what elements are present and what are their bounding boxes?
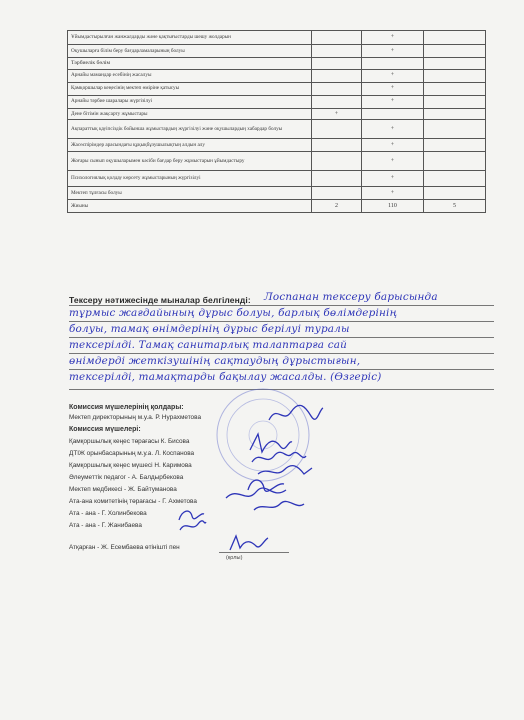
score-cell: [424, 69, 486, 82]
score-cell: +: [362, 45, 424, 58]
criteria-cell: Ұйымдастырылған жанжалдарды және қақтығыстарды шешу жолдарын: [68, 31, 312, 45]
score-cell: [312, 58, 362, 70]
underline: [69, 305, 494, 306]
member-line: Ата - ана - Г. Холинбекова: [69, 510, 147, 517]
score-cell: [362, 108, 424, 120]
score-cell: [312, 139, 362, 152]
evaluation-table: [67, 30, 486, 213]
score-cell: 5: [424, 200, 486, 213]
table-row: [68, 139, 486, 152]
score-cell: [424, 171, 486, 187]
table-row: [68, 108, 486, 120]
score-cell: [312, 152, 362, 171]
criteria-cell: Арнайы мамандар есебінің жасалуы: [68, 69, 312, 82]
score-cell: [312, 187, 362, 200]
table-row: [68, 69, 486, 82]
compiler-line: Атқарған - Ж. Есембаева өтінішті пен: [69, 544, 180, 551]
criteria-cell: Жиыны: [68, 200, 312, 213]
table-row: [68, 152, 486, 171]
score-cell: 2: [312, 200, 362, 213]
signature-scribble: [265, 402, 325, 426]
score-cell: [424, 58, 486, 70]
score-cell: [424, 82, 486, 95]
member-line: ДТІЖ орынбасарының м.у.а. Л. Коспанова: [69, 450, 195, 457]
underline: [69, 337, 494, 338]
criteria-cell: Оқушыларға білім беру бағдарламаларының болуы: [68, 45, 312, 58]
score-cell: [312, 45, 362, 58]
score-cell: [424, 187, 486, 200]
table-row: [68, 31, 486, 45]
score-cell: [312, 95, 362, 108]
table-row: [68, 45, 486, 58]
score-cell: [312, 82, 362, 95]
check-title: Тексеру нәтижесінде мыналар белгіленді:: [69, 295, 251, 305]
member-line: Мектеп медбикесі - Ж. Байтуманова: [69, 486, 177, 493]
score-cell: +: [362, 120, 424, 139]
table-row: [68, 82, 486, 95]
score-cell: +: [362, 152, 424, 171]
criteria-cell: Психологиялық қолдау көрсету жұмыстарының жүргізілуі: [68, 171, 312, 187]
criteria-cell: Мектеп тұлғасы болуы: [68, 187, 312, 200]
table-row: [68, 187, 486, 200]
handwritten-line: болуы, тамақ өнімдерінің дұрыс берілуі туралы: [69, 323, 350, 335]
score-cell: +: [362, 82, 424, 95]
member-line: Әлеуметтік педагог - А. Балдырбекова: [69, 474, 184, 481]
member-line: Ата-ана комитетінің төрағасы - Г. Ахметова: [69, 498, 197, 505]
handwritten-line: тексерілді. Тамақ санитарлық талаптарға сай: [69, 339, 348, 351]
score-cell: [424, 108, 486, 120]
criteria-cell: Ақпараттық қауіпсіздік бойынша жұмыстардың жүргізілуі және оқушылардың хабардар болуы: [68, 120, 312, 139]
score-cell: [312, 171, 362, 187]
handwritten-line: Лоспанан тексеру барысында: [264, 291, 438, 303]
score-cell: 110: [362, 200, 424, 213]
score-cell: [424, 120, 486, 139]
handwritten-line: тексерілді, тамақтарды бақылау жасалды. (Өзгеріс): [69, 371, 382, 383]
member-line: Қамқоршылық кеңес төрағасы К. Бисова: [69, 438, 190, 445]
member-line: Қамқоршылық кеңес мүшесі Н. Каримова: [69, 462, 192, 469]
score-cell: +: [362, 31, 424, 45]
criteria-cell: Арнайы тәрбие шаралары жүргізілуі: [68, 95, 312, 108]
score-cell: [312, 120, 362, 139]
score-cell: [424, 31, 486, 45]
table-row: [68, 200, 486, 213]
handwritten-line: тұрмыс жағдайының дұрыс болуы, барлық бөлімдерінің: [69, 307, 398, 319]
criteria-cell: Тәрбиелік бөлім: [68, 58, 312, 70]
score-cell: [312, 69, 362, 82]
member-line: Ата - ана - Г. Жанибаева: [69, 522, 142, 529]
signature-scribble: [252, 498, 306, 516]
criteria-cell: Жасөспірімдер арасындағы құқықбұзушылықтың алдын алу: [68, 139, 312, 152]
criteria-cell: Дене бітімін жақсарту жұмыстары: [68, 108, 312, 120]
score-cell: +: [362, 171, 424, 187]
handwritten-line: өнімдерді жеткізушінің сақтаудың дұрыстығын,: [69, 355, 361, 367]
table-row: [68, 95, 486, 108]
signature-scribble: [226, 532, 270, 554]
score-cell: +: [362, 187, 424, 200]
score-cell: [424, 95, 486, 108]
underline: [69, 369, 494, 370]
underline: [69, 353, 494, 354]
score-cell: +: [312, 108, 362, 120]
table-row: [68, 171, 486, 187]
score-cell: +: [362, 95, 424, 108]
criteria-cell: Жоғары сынып оқушыларымен кәсіби бағдар беру жұмыстарын ұйымдастыру: [68, 152, 312, 171]
score-cell: [424, 45, 486, 58]
criteria-cell: Қамқоршылар кеңесінің мектеп өміріне қатысуы: [68, 82, 312, 95]
signature-caption: (қолы): [226, 555, 243, 561]
score-cell: [424, 152, 486, 171]
signature-scribble: [178, 518, 208, 534]
score-cell: [362, 58, 424, 70]
underline: [69, 321, 494, 322]
score-cell: [312, 31, 362, 45]
director-line: Мектеп директорының м.у.а. Р. Нурахметова: [69, 414, 201, 421]
signatures-heading: Комиссия мүшелерінің қолдары:: [69, 404, 184, 411]
table-row: [68, 120, 486, 139]
score-cell: +: [362, 69, 424, 82]
table-section-row: [68, 58, 486, 70]
members-heading: Комиссия мүшелері:: [69, 426, 141, 433]
score-cell: [424, 139, 486, 152]
score-cell: +: [362, 139, 424, 152]
